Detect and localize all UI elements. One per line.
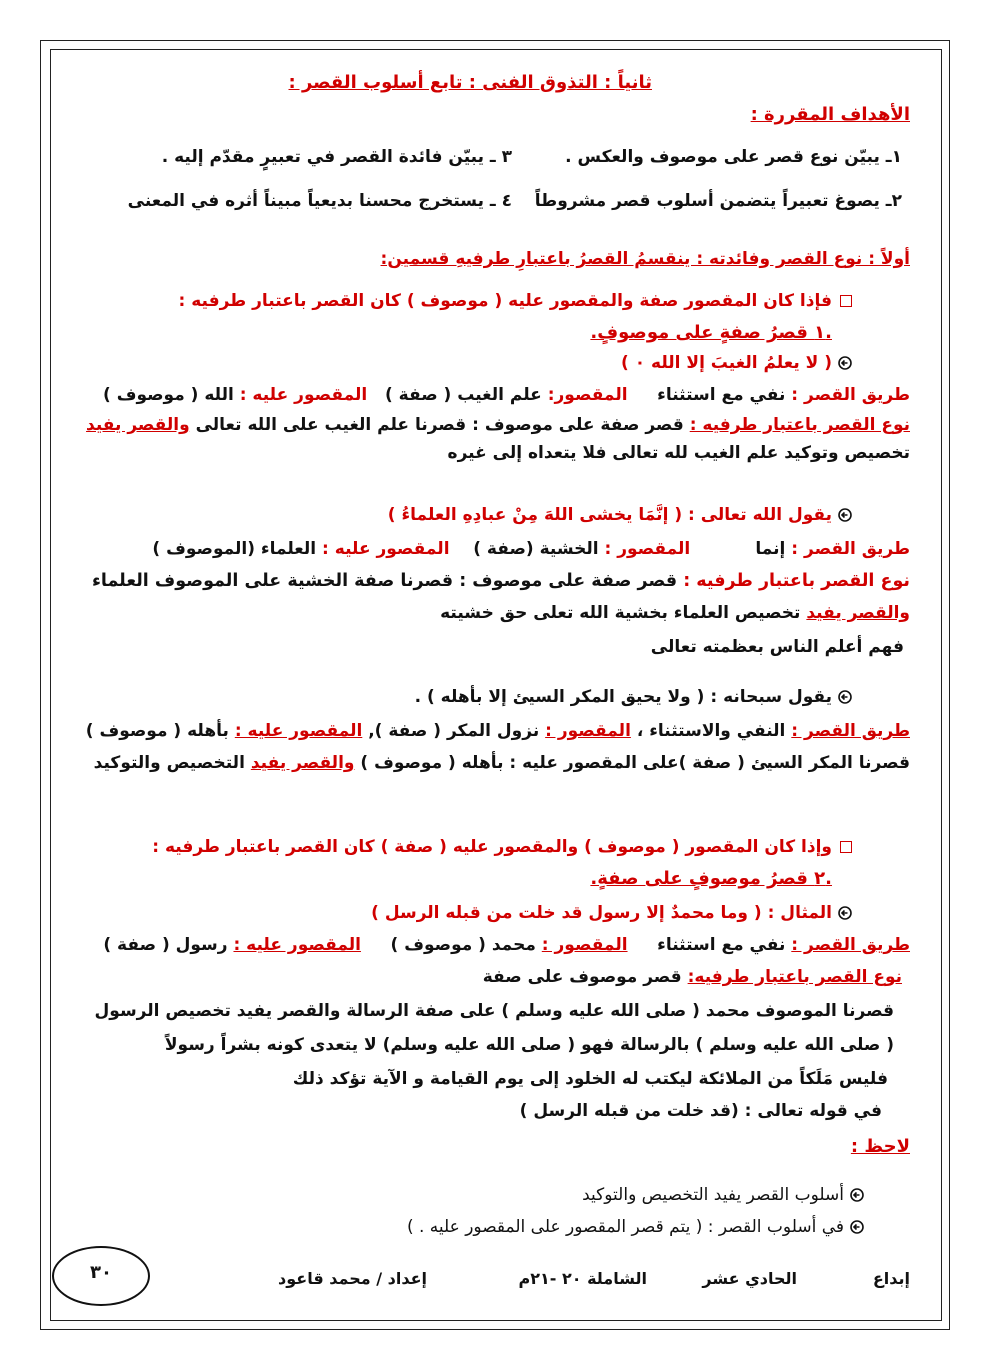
footer-book: الشاملة ٢٠ -٢١م bbox=[518, 1269, 647, 1288]
note-item-2: في أسلوب القصر : ( يتم قصر المقصور على المقصور عليه . ) bbox=[407, 1216, 864, 1238]
arrow-circle-icon bbox=[838, 356, 852, 370]
section1-heading: أولاً : نوع القصر وفائدته : ينقسمُ القصرُ باعتبارِ طرفيهِ قسمين: bbox=[380, 249, 910, 269]
example2-type-row: نوع القصر باعتبار طرفيه : قصر صفة على موصوف : قصرنا صفة الخشية على الموصوف العلماء bbox=[91, 571, 910, 591]
example3-quote: يقول سبحانه : ( ولا يحيق المكر السيئ إلا بأهله ) . bbox=[415, 686, 852, 708]
example2-quote: يقول الله تعالى : ( إنَّمَا يخشى اللهَ مِنْ عبادِهِ العلماءُ ) bbox=[388, 504, 852, 526]
example1-type-row: نوع القصر باعتبار طرفيه : قصر صفة على موصوف : قصرنا علم الغيب على الله تعالى والقصر يفيد bbox=[86, 415, 910, 435]
arrow-circle-icon bbox=[838, 508, 852, 522]
example3-method-row: طريق القصر : النفي والاستثناء ، المقصور : نزول المكر ( صفة ), المقصور عليه : بأهله ( موصوف ) bbox=[85, 721, 910, 741]
example2-method-row: طريق القصر : إنما المقصور : الخشية (صفة ) المقصور عليه : العلماء (الموصوف ) bbox=[152, 539, 910, 559]
page-number: ٣٠ bbox=[90, 1262, 112, 1283]
example4-quote: المثال : ( وما محمدٌ إلا رسول قد خلت من قبله الرسل ) bbox=[371, 902, 852, 924]
objective-4: ٤ ـ يستخرج محسنا بديعياً مبيناً أثره في المعنى bbox=[127, 191, 512, 211]
notes-heading: لاحظ : bbox=[850, 1136, 910, 1157]
checkbox-icon bbox=[840, 295, 852, 307]
objective-2: ٢ـ يصوغ تعبيراً يتضمن أسلوب قصر مشروطاً bbox=[534, 191, 902, 211]
example2-benefit-cont: فهم أعلم الناس بعظمته تعالى bbox=[650, 637, 904, 657]
condition-2: وإذا كان المقصور ( موصوف ) والمقصور عليه ( صفة ) كان القصر باعتبار طرفيه : bbox=[152, 836, 852, 858]
example1-benefit: تخصيص وتوكيد علم الغيب لله تعالى فلا يتعداه إلى غيره bbox=[447, 443, 910, 463]
example2-benefit-row: والقصر يفيد تخصيص العلماء بخشية الله تعلى حق خشيته bbox=[440, 603, 910, 623]
objectives-heading: الأهداف المقررة : bbox=[750, 104, 910, 125]
objective-3: ٣ ـ يبيّن فائدة القصر في تعبيرٍ مقدّم إليه . bbox=[161, 147, 512, 167]
subsection-2-title: .٢ قصرُ موصوفٍ على صفةٍ. bbox=[590, 868, 832, 889]
condition-1: فإذا كان المقصور صفة والمقصور عليه ( موصوف ) كان القصر باعتبار طرفيه : bbox=[178, 290, 852, 312]
example4-line4: في قوله تعالى : (قد خلت من قبله الرسل ) bbox=[519, 1101, 882, 1121]
example3-line2: قصرنا المكر السيئ ( صفة )على المقصور عليه : بأهله ( موصوف ) والقصر يفيد التخصيص والتوكيد bbox=[93, 753, 910, 773]
arrow-circle-icon bbox=[838, 690, 852, 704]
checkbox-icon bbox=[840, 841, 852, 853]
example4-line1: قصرنا الموصوف محمد ( صلى الله عليه وسلم ) على صفة الرسالة والقصر يفيد تخصيص الرسول bbox=[94, 1001, 894, 1021]
subsection-1-title: .١ قصرُ صفةٍ على موصوفٍ. bbox=[590, 322, 832, 343]
example4-line2: ( صلى الله عليه وسلم ) بالرسالة فهو ( صلى الله عليه وسلم) لا يتعدى كونه بشراً رسولاً bbox=[164, 1035, 894, 1055]
footer-ibdaa: إبداع bbox=[872, 1269, 910, 1288]
footer-author: إعداد / محمد قاعود bbox=[278, 1269, 427, 1288]
example4-line3: فليس مَلَكاً من الملائكة ليكتب له الخلود إلى يوم القيامة و الآية تؤكد ذلك bbox=[292, 1069, 888, 1089]
example4-type-row: نوع القصر باعتبار طرفيه: قصر موصوف على صفة bbox=[482, 967, 902, 987]
arrow-circle-icon bbox=[850, 1220, 864, 1234]
arrow-circle-icon bbox=[838, 906, 852, 920]
objective-1: ١ـ يبيّن نوع قصر على موصوف والعكس . bbox=[565, 147, 902, 167]
page-title: ثانياً : التذوق الفنى : تابع أسلوب القصر : bbox=[288, 72, 652, 93]
example1-quote: ( لا يعلمُ الغيبَ إلا الله ٠ ) bbox=[621, 352, 852, 374]
example4-method-row: طريق القصر : نفي مع استثناء المقصور : محمد ( موصوف ) المقصور عليه : رسول ( صفة ) bbox=[103, 935, 910, 955]
footer-grade: الحادي عشر bbox=[702, 1269, 797, 1288]
page-border-inner bbox=[50, 49, 942, 1321]
example1-method-row: طريق القصر : نفي مع استثناء المقصور: علم الغيب ( صفة ) المقصور عليه : الله ( موصوف ) bbox=[103, 385, 910, 405]
note-item-1: أسلوب القصر يفيد التخصيص والتوكيد bbox=[582, 1184, 864, 1206]
arrow-circle-icon bbox=[850, 1188, 864, 1202]
